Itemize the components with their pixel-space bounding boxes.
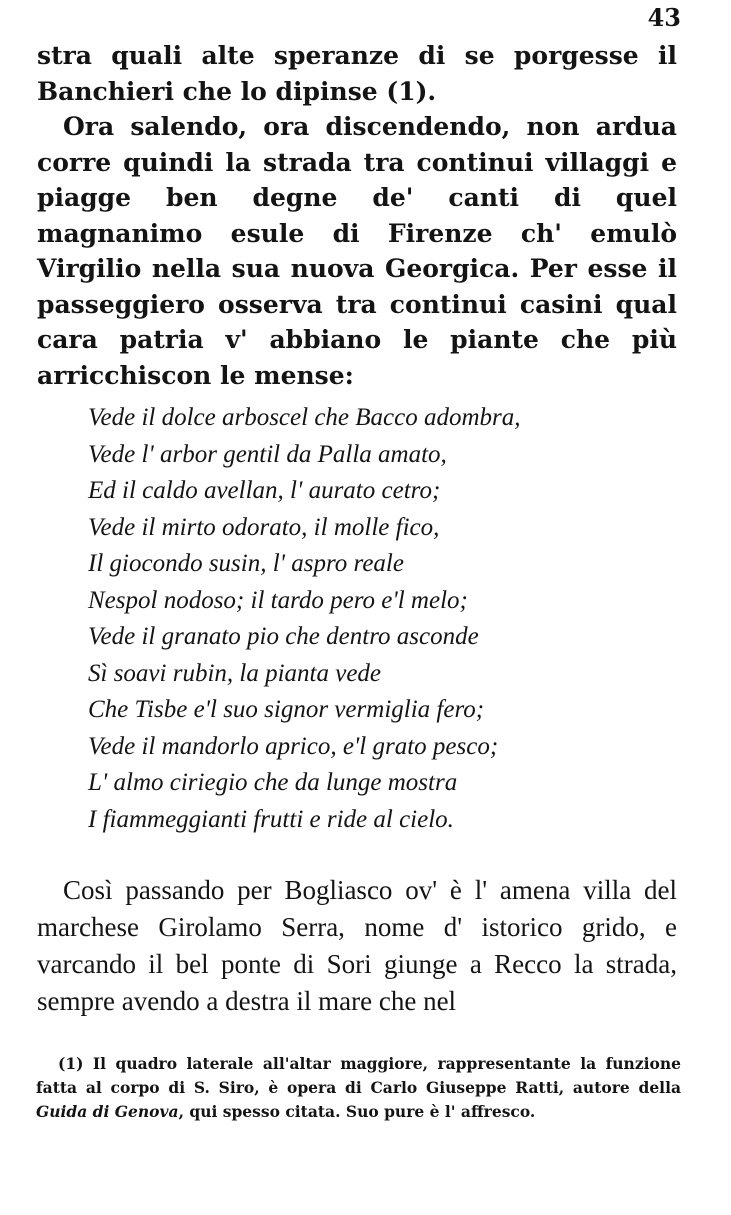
verse-line: Vede il mirto odorato, il molle fico, (88, 513, 440, 541)
verse-line: Sì soavi rubin, la pianta vede (88, 659, 382, 687)
footnote-text-part2: , qui spesso citata. Suo pure è l' affresco. (178, 1102, 536, 1121)
verse-line: Nespol nodoso; il tardo pero e'l melo; (88, 586, 468, 614)
verse-line: Il giocondo susin, l' aspro reale (88, 550, 404, 577)
verse-line: L' almo ciriegio che da lunge mostra (88, 769, 458, 796)
footnote-text-part1: (1) Il quadro laterale all'altar maggiore, rappresentante la funzione fatta al corpo di S. Siro, è opera di Carlo Giuseppe Ratti, autore della (36, 1054, 681, 1097)
verse-line: Vede il granato pio che dentro asconde (88, 623, 479, 650)
paragraph-text: Ora salendo, ora discendendo, non ardua corre quindi la strada tra continui villaggi e piagge ben degne de' canti di quel magnanimo esule di Firenze ch' emulò Virgilio nella sua nuova Georgica. Per esse il passeggiero osserva tra continui casini qual cara patria v' abbiano le piante che più arricchiscon le mense: (37, 112, 677, 390)
verse-line: Vede l' arbor gentil da Palla amato, (88, 440, 447, 468)
verse-line: I fiammeggianti frutti e ride al cielo. (88, 805, 454, 833)
page-number: 43 (647, 3, 681, 32)
verse-line: Ed il caldo avellan, l' aurato cetro; (88, 477, 441, 504)
footnote-book-title: Guida di Genova (36, 1102, 179, 1121)
footnote (36, 1052, 681, 1124)
verse-line: Vede il mandorlo aprico, e'l grato pesco; (88, 732, 499, 760)
prose-bottom (37, 872, 677, 1020)
paragraph-text: Così passando per Bogliasco ov' è l' amena villa del marchese Girolamo Serra, nome d' istorico grido, e varcando il bel ponte di Sori giunge a Recco la strada, sempre avendo a destra il mare che nel (37, 875, 677, 1016)
prose-top (37, 38, 677, 393)
verse-quotation (88, 400, 521, 838)
continuation-text: stra quali alte speranze di se porgesse il Banchieri che lo dipinse (1). (37, 41, 677, 106)
verse-line: Che Tisbe e'l suo signor vermiglia fero; (88, 696, 485, 723)
verse-line: Vede il dolce arboscel che Bacco adombra, (88, 404, 521, 431)
footnote-text (36, 1052, 681, 1124)
